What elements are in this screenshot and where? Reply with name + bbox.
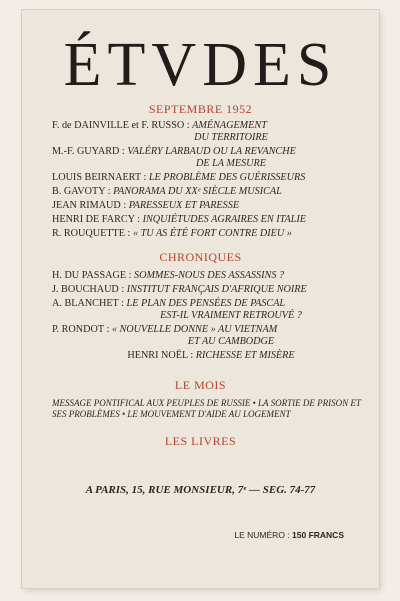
mois-text: MESSAGE PONTIFICAL AUX PEUPLES DE RUSSIE • LA SORTIE DE PRISON ET SES PROBLÈMES • LE MOUVEMENT D'AIDE AU LOGEMENT — [52, 398, 361, 419]
magazine-cover — [22, 10, 379, 588]
price-value: 150 FRANCS — [292, 530, 344, 540]
livres-heading: LES LIVRES — [164, 434, 237, 448]
price-label: LE NUMÉRO : 150 FRANCS — [234, 530, 344, 540]
articles-list — [52, 120, 370, 242]
publisher-address: A PARIS, 15, RUE MONSIEUR, 7ᵉ — SEG. 74-77 — [85, 484, 316, 496]
article-entry: B. GAVOTY : PANORAMA DU XXᵉ SIÈCLE MUSICAL — [52, 186, 282, 197]
article-entry: R. ROUQUETTE : « TU AS ÉTÉ FORT CONTRE DIEU » — [52, 228, 292, 239]
chronique-entry: A. BLANCHET : LE PLAN DES PENSÉES DE PASCAL EST-IL VRAIMENT RETROUVÉ ? — [52, 298, 302, 321]
article-entry: HENRI DE FARCY : INQUIÉTUDES AGRAIRES EN ITALIE — [52, 214, 307, 225]
article-entry: JEAN RIMAUD : PARESSEUX ET PARESSE — [52, 200, 240, 211]
chronique-entry: P. RONDOT : « NOUVELLE DONNE » AU VIETNAM ET AU CAMBODGE — [52, 324, 278, 347]
chronique-entry: HENRI NOËL : RICHESSE ET MISÈRE — [127, 350, 295, 361]
mois-heading: LE MOIS — [174, 378, 227, 392]
issue-date: SEPTEMBRE 1952 — [148, 102, 253, 116]
article-entry: F. de DAINVILLE et F. RUSSO : AMÉNAGEMENT DU TERRITOIRE — [52, 120, 268, 143]
chronique-entry: H. DU PASSAGE : SOMMES-NOUS DES ASSASSINS ? — [52, 270, 285, 281]
article-entry: M.-F. GUYARD : VALÉRY LARBAUD OU LA REVANCHE DE LA MESURE — [52, 146, 296, 169]
chroniques-list — [52, 270, 370, 364]
chronique-entry: J. BOUCHAUD : INSTITUT FRANÇAIS D'AFRIQUE NOIRE — [52, 284, 307, 295]
chroniques-heading: CHRONIQUES — [159, 250, 242, 264]
article-entry: LOUIS BEIRNAERT : LE PROBLÈME DES GUÉRISSEURS — [52, 172, 306, 183]
masthead-title: ÉTVDES — [63, 31, 338, 99]
